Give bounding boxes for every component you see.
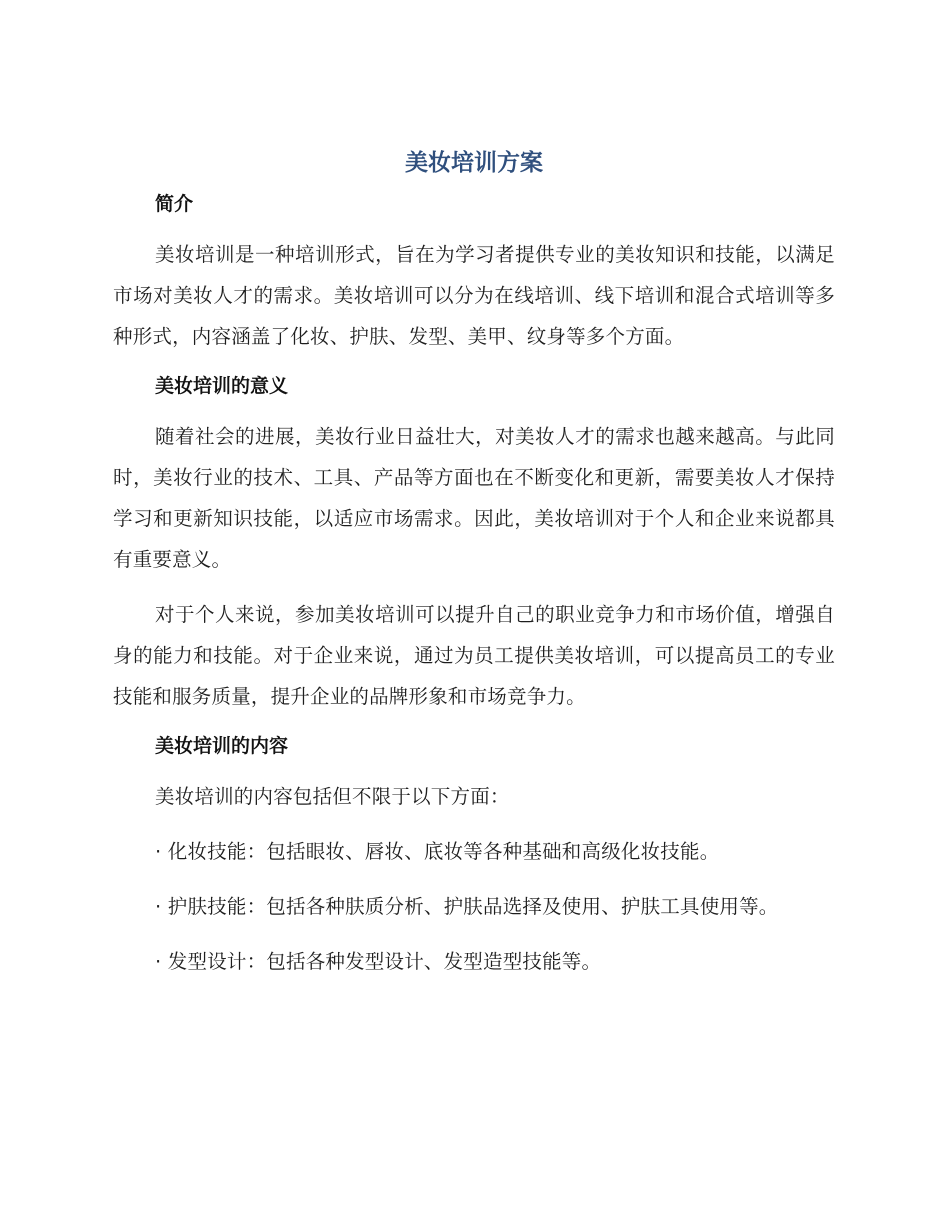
significance-paragraph-1: 随着社会的进展，美妆行业日益壮大，对美妆人才的需求也越来越高。与此同时，美妆行业的技术、工具、产品等方面也在不断变化和更新，需要美妆人才保持学习和更新知识技能，以适应市场需求。因此，美妆培训对于个人和企业来说都具有重要意义。: [113, 425, 835, 571]
content-list-item-hairstyle: · 发型设计：包括各种发型设计、发型造型技能等。: [155, 950, 602, 973]
section-heading-content: 美妆培训的内容: [155, 735, 289, 757]
document-title: 美妆培训方案: [405, 150, 543, 176]
content-list-item-makeup: · 化妆技能：包括眼妆、唇妆、底妆等各种基础和高级化妆技能。: [155, 840, 720, 863]
section-heading-significance: 美妆培训的意义: [155, 375, 289, 397]
content-intro-paragraph: 美妆培训的内容包括但不限于以下方面：: [155, 785, 510, 808]
document-content: [113, 142, 835, 982]
content-list-item-skincare: · 护肤技能：包括各种肤质分析、护肤品选择及使用、护肤工具使用等。: [155, 895, 779, 918]
intro-paragraph: 美妆培训是一种培训形式，旨在为学习者提供专业的美妆知识和技能，以满足市场对美妆人才的需求。美妆培训可以分为在线培训、线下培训和混合式培训等多种形式，内容涵盖了化妆、护肤、发型、美甲、纹身等多个方面。: [113, 243, 835, 348]
significance-paragraph-2: 对于个人来说，参加美妆培训可以提升自己的职业竞争力和市场价值，增强自身的能力和技能。对于企业来说，通过为员工提供美妆培训，可以提高员工的专业技能和服务质量，提升企业的品牌形象和市场竞争力。: [113, 603, 835, 708]
section-heading-intro: 简介: [155, 193, 194, 215]
